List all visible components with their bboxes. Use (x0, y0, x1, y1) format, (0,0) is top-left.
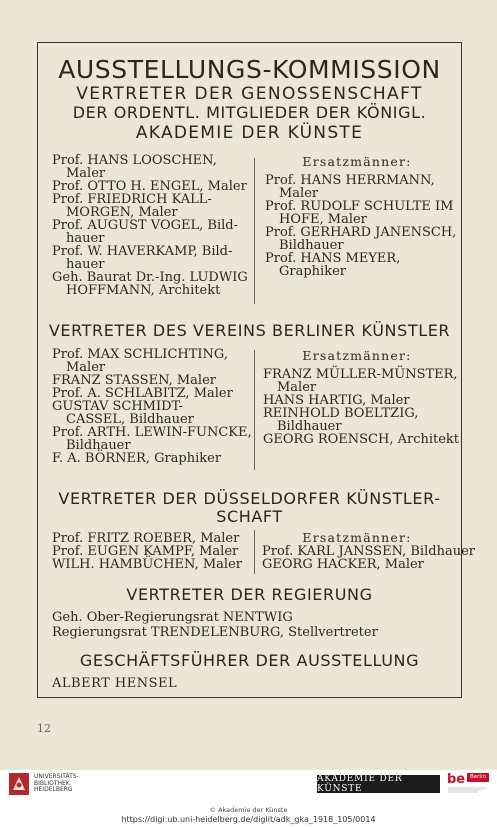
list-item: Bildhauer (279, 238, 344, 253)
list-item: hauer (66, 257, 105, 272)
list-item: Maler (66, 166, 106, 181)
ersatzmaenner-heading: Ersatzmänner: (302, 154, 412, 169)
genossenschaft-right-list (265, 174, 456, 278)
section-title-duesseldorf-cont: SCHAFT (216, 507, 283, 526)
page-number: 12 (37, 722, 51, 735)
list-item: Geh. Baurat Dr.-Ing. LUDWIG (52, 270, 248, 285)
regierung-line-1: Geh. Ober-Regierungsrat NENTWIG (52, 610, 293, 625)
ub-text-line: BIBLIOTHEK (34, 779, 70, 787)
list-item: Prof. OTTO H. ENGEL, Maler (52, 179, 247, 194)
list-item: Maler (279, 186, 319, 201)
geschaeftsfuehrer-name: ALBERT HENSEL (52, 676, 178, 691)
list-item: Prof. FRIEDRICH KALL- (52, 192, 212, 207)
column-divider (254, 158, 255, 304)
section-title-verein: VERTRETER DES VEREINS BERLINER KÜNSTLER (48, 321, 451, 340)
list-item: Prof. A. SCHLABITZ, Maler (52, 386, 233, 401)
list-item: HANS HARTIG, Maler (263, 393, 410, 408)
list-item: Prof. RUDOLF SCHULTE IM (265, 199, 454, 214)
subtitle-mitglieder: DER ORDENTL. MITGLIEDER DER KÖNIGL. (72, 103, 427, 122)
bkm-tagline-lines (448, 787, 488, 793)
list-item: HOFE, Maler (279, 212, 367, 227)
verein-left-list (52, 348, 252, 465)
list-item: Bildhauer (277, 419, 342, 434)
ub-text-line: HEIDELBERG (34, 786, 73, 794)
list-item: GEORG HACKER, Maler (262, 557, 424, 572)
list-item: Prof. FRITZ ROEBER, Maler (52, 531, 240, 546)
ub-text-line: UNIVERSITÄTS- (34, 773, 79, 781)
ub-text (34, 774, 79, 794)
list-item: Prof. HANS MEYER, (265, 251, 401, 266)
column-divider (254, 350, 255, 470)
list-item: Prof. EUGEN KAMPF, Maler (52, 544, 239, 559)
main-title: AUSSTELLUNGS-KOMMISSION (58, 55, 441, 84)
bkm-tagline-icon (448, 787, 490, 794)
list-item: FRANZ STASSEN, Maler (52, 373, 216, 388)
list-item: Prof. HANS LOOSCHEN, (52, 153, 217, 168)
list-item: Prof. KARL JANSSEN, Bildhauer (262, 544, 475, 559)
ersatzmaenner-heading: Ersatzmänner: (302, 348, 412, 363)
list-item: Prof. MAX SCHLICHTING, (52, 347, 228, 362)
list-item: CASSEL, Bildhauer (66, 412, 194, 427)
permalink-url[interactable]: https://digi.ub.uni-heidelberg.de/diglit/adk_gka_1918_105/0014 (121, 815, 376, 824)
subtitle-genossenschaft: VERTRETER DER GENOSSENSCHAFT (76, 84, 423, 104)
copyright-notice: © Akademie der Künste (209, 806, 288, 814)
list-item: Prof. W. HAVERKAMP, Bild- (52, 244, 233, 259)
bkm-logo[interactable] (447, 772, 489, 796)
list-item: REINHOLD BOELTZIG, (263, 406, 419, 421)
list-item: Maler (66, 360, 106, 375)
regierung-line-2: Regierungsrat TRENDELENBURG, Stellvertreter (52, 625, 378, 640)
list-item: Bildhauer (66, 438, 131, 453)
list-item: Maler (277, 380, 317, 395)
list-item: F. A. BÖRNER, Graphiker (52, 451, 222, 466)
list-item: Prof. HANS HERRMANN, (265, 173, 435, 188)
list-item: HOFFMANN, Architekt (66, 283, 221, 298)
duesseldorf-right-list (262, 545, 475, 571)
duesseldorf-left-list (52, 532, 242, 571)
list-item: Prof. GERHARD JANENSCH, (265, 225, 457, 240)
akademie-der-kuenste-logo[interactable]: AKADEMIE DER KÜNSTE (317, 775, 440, 793)
genossenschaft-left-list (52, 154, 248, 297)
list-item: hauer (66, 231, 105, 246)
bkm-badge: Berlin (467, 773, 489, 782)
ersatzmaenner-heading: Ersatzmänner: (302, 530, 412, 545)
list-item: Prof. AUGUST VOGEL, Bild- (52, 218, 238, 233)
ub-heidelberg-logo[interactable] (8, 772, 79, 796)
list-item: FRANZ MÜLLER-MÜNSTER, (263, 367, 458, 382)
list-item: WILH. HAMBÜCHEN, Maler (52, 557, 242, 572)
column-divider (254, 530, 255, 574)
bkm-letter: be (447, 772, 466, 787)
list-item: Prof. ARTH. LEWIN-FUNCKE, (52, 425, 252, 440)
list-item: Graphiker (279, 264, 346, 279)
list-item: GEORG ROENSCH, Architekt (263, 432, 460, 447)
list-item: MORGEN, Maler (66, 205, 178, 220)
section-title-duesseldorf: VERTRETER DER DÜSSELDORFER KÜNSTLER- (58, 489, 441, 508)
verein-right-list (263, 368, 459, 446)
section-title-geschaeftsfuehrer: GESCHÄFTSFÜHRER DER AUSSTELLUNG (79, 651, 420, 670)
list-item: GUSTAV SCHMIDT- (52, 399, 183, 414)
section-title-regierung: VERTRETER DER REGIERUNG (126, 585, 373, 604)
subtitle-akademie: AKADEMIE DER KÜNSTE (135, 123, 364, 143)
ub-seal-icon (8, 772, 30, 796)
